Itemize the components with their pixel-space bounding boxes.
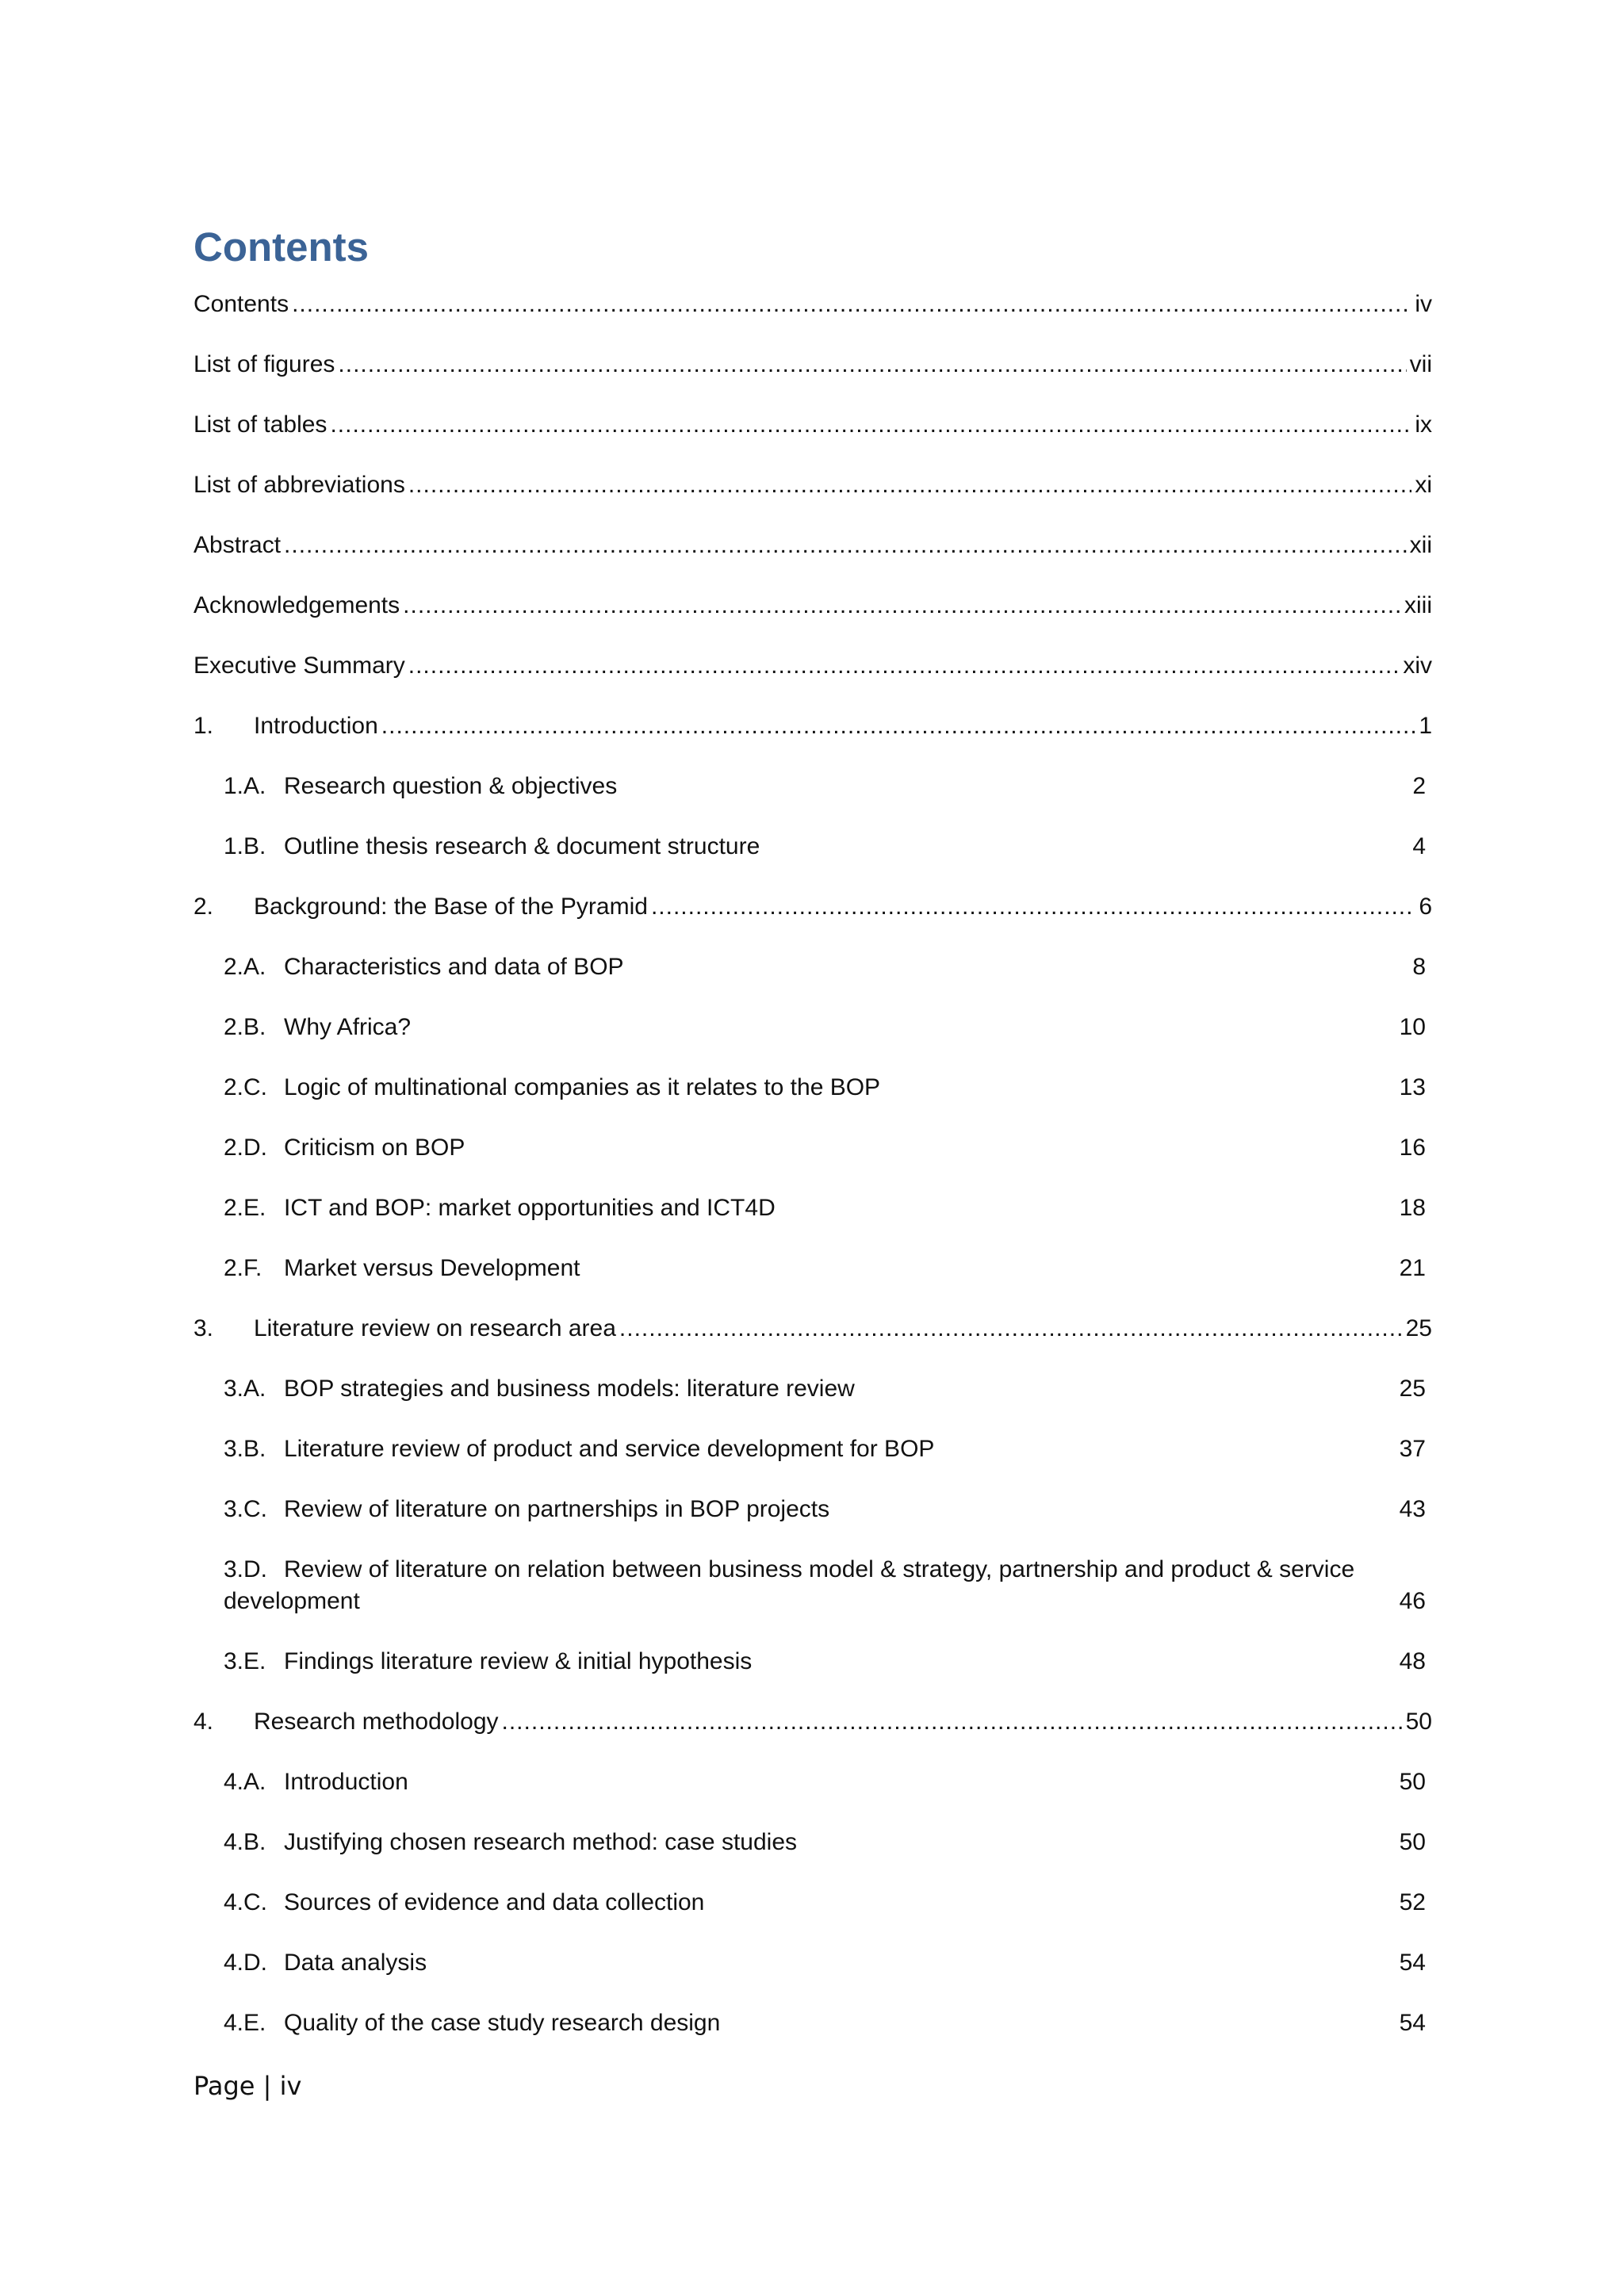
toc-page-number: xii: [1409, 532, 1432, 558]
toc-page-number: 16: [1399, 1135, 1426, 1161]
toc-page-number: 52: [1399, 1889, 1426, 1915]
toc-page-number: 43: [1399, 1496, 1426, 1522]
toc-page-number: 25: [1405, 1315, 1432, 1341]
toc-entry-number: 2.A.: [224, 954, 266, 980]
toc-entry-title: Characteristics and data of BOP: [284, 954, 624, 980]
toc-entry-number: 3.E.: [224, 1648, 266, 1674]
toc-entry-number: 3.D.: [224, 1556, 268, 1582]
toc-section-2e[interactable]: [224, 1192, 1432, 1224]
dot-leader: [651, 891, 1415, 923]
toc-entry-title: Findings literature review & initial hypothesis: [284, 1648, 753, 1674]
dot-leader: [292, 289, 1411, 320]
toc-entry-executive-summary[interactable]: [193, 650, 1432, 682]
toc-section-2b[interactable]: [224, 1012, 1432, 1043]
toc-entry-title: Justifying chosen research method: case studies: [284, 1829, 798, 1855]
toc-section-2a[interactable]: [224, 951, 1432, 983]
toc-section-2d[interactable]: [224, 1132, 1432, 1164]
toc-entry-number: 2.B.: [224, 1014, 266, 1040]
toc-section-4a[interactable]: [224, 1766, 1432, 1798]
dot-leader: [284, 530, 1407, 561]
toc-entry-title: Quality of the case study research design: [284, 2010, 721, 2036]
toc-section-1b[interactable]: [224, 831, 1432, 863]
toc-section-4e[interactable]: [224, 2007, 1432, 2039]
toc-page-number: 50: [1405, 1709, 1432, 1735]
toc-entry-title: Research question & objectives: [284, 773, 618, 799]
dot-leader: [381, 710, 1416, 742]
toc-section-3a[interactable]: [224, 1373, 1432, 1405]
contents-heading: Contents: [193, 224, 369, 270]
page-footer: Page | iv: [193, 2071, 302, 2101]
toc-entry-title: BOP strategies and business models: literature review: [284, 1376, 855, 1402]
toc-section-2f[interactable]: [224, 1253, 1432, 1284]
toc-entry-title: List of figures: [193, 351, 335, 377]
toc-page-number: xiii: [1404, 592, 1432, 618]
toc-entry-number: 4.C.: [224, 1889, 268, 1915]
toc-entry-number: 1.A.: [224, 773, 266, 799]
toc-page-number: xi: [1415, 472, 1432, 498]
toc-entry-title: Sources of evidence and data collection: [284, 1889, 705, 1915]
dot-leader: [502, 1706, 1403, 1738]
toc-entry-number: 4.D.: [224, 1950, 268, 1976]
toc-entry-title: Data analysis: [284, 1950, 427, 1976]
toc-page-number: 25: [1399, 1376, 1426, 1402]
toc-entry-number: 2.C.: [224, 1074, 268, 1100]
toc-section-4c[interactable]: [224, 1887, 1432, 1919]
toc-page-number: 37: [1399, 1436, 1426, 1462]
toc-page-number: 54: [1399, 1950, 1426, 1976]
toc-entry-number: 1.B.: [224, 833, 266, 859]
toc-page-number: 4: [1412, 833, 1426, 859]
dot-leader: [408, 469, 1412, 501]
dot-leader: [619, 1313, 1403, 1345]
toc-section-2c[interactable]: [224, 1072, 1432, 1104]
toc-page-number: 8: [1412, 954, 1426, 980]
toc-entry-number: 1.: [193, 713, 214, 739]
toc-entry-title: Abstract: [193, 532, 282, 558]
toc-entry-list-of-abbreviations[interactable]: [193, 469, 1432, 501]
toc-entry-number: 4.E.: [224, 2010, 266, 2036]
toc-entry-title: [224, 1554, 1397, 1617]
toc-entry-title: Introduction: [284, 1769, 408, 1795]
toc-entry-number: 3.: [193, 1315, 214, 1341]
toc-page-number: 2: [1412, 773, 1426, 799]
toc-entry-title: Research methodology: [254, 1709, 499, 1735]
toc-page-number: xiv: [1403, 652, 1432, 679]
toc-section-4b[interactable]: [224, 1827, 1432, 1858]
toc-section-4d[interactable]: [224, 1947, 1432, 1979]
toc-entry-title: Criticism on BOP: [284, 1135, 465, 1161]
toc-entry-contents[interactable]: [193, 289, 1432, 320]
toc-page-number: 18: [1399, 1195, 1426, 1221]
toc-entry-title: Acknowledgements: [193, 592, 400, 618]
toc-entry-number: 2.E.: [224, 1195, 266, 1221]
toc-page-number: ix: [1415, 411, 1432, 438]
dot-leader: [408, 650, 1400, 682]
toc-entry-title: Literature review on research area: [254, 1315, 616, 1341]
toc-entry-number: 2.F.: [224, 1255, 262, 1281]
toc-page-number: 54: [1399, 2010, 1426, 2036]
toc-entry-title: ICT and BOP: market opportunities and ICT4D: [284, 1195, 776, 1221]
toc-entry-title: Outline thesis research & document structure: [284, 833, 760, 859]
toc-entry-acknowledgements[interactable]: [193, 590, 1432, 622]
toc-entry-list-of-tables[interactable]: [193, 409, 1432, 441]
toc-entry-title: List of abbreviations: [193, 472, 405, 498]
dot-leader: [403, 590, 1401, 622]
toc-entry-number: 4.A.: [224, 1769, 266, 1795]
toc-page-number: 6: [1419, 894, 1432, 920]
toc-entry-abstract[interactable]: [193, 530, 1432, 561]
toc-entry-number: 3.C.: [224, 1496, 268, 1522]
toc-chapter-4[interactable]: [193, 1706, 1432, 1738]
toc-entry-title: Introduction: [254, 713, 378, 739]
toc-entry-title: List of tables: [193, 411, 327, 438]
toc-page-number: 50: [1399, 1829, 1426, 1855]
toc-chapter-2[interactable]: [193, 891, 1432, 923]
toc-page-number: 46: [1399, 1588, 1426, 1614]
toc-entry-title: Executive Summary: [193, 652, 405, 679]
toc-entry-title: Literature review of product and service development for BOP: [284, 1436, 935, 1462]
toc-entry-title: Logic of multinational companies as it relates to the BOP: [284, 1074, 881, 1100]
toc-entry-number: 2.: [193, 894, 214, 920]
toc-page-number: 50: [1399, 1769, 1426, 1795]
toc-page-number: 21: [1399, 1255, 1426, 1281]
toc-page-number: 13: [1399, 1074, 1426, 1100]
toc-chapter-1[interactable]: [193, 710, 1432, 742]
toc-entry-title-text: Review of literature on relation between business model & strategy, partnership and product & service development: [224, 1556, 1355, 1614]
toc-section-3c[interactable]: [224, 1494, 1432, 1525]
toc-entry-title: Background: the Base of the Pyramid: [254, 894, 648, 920]
toc-entry-title: Why Africa?: [284, 1014, 412, 1040]
toc-section-3d[interactable]: [224, 1554, 1432, 1617]
toc-entry-title: Market versus Development: [284, 1255, 580, 1281]
toc-page-number: 48: [1399, 1648, 1426, 1674]
toc-page-number: 10: [1399, 1014, 1426, 1040]
toc-page-number: 1: [1419, 713, 1432, 739]
toc-entry-number: 4.B.: [224, 1829, 266, 1855]
toc-entry-number: 3.B.: [224, 1436, 266, 1462]
toc-section-3e[interactable]: [224, 1646, 1432, 1678]
toc-entry-title: Review of literature on partnerships in BOP projects: [284, 1496, 830, 1522]
toc-chapter-3[interactable]: [193, 1313, 1432, 1345]
toc-entry-number: 3.A.: [224, 1376, 266, 1402]
toc-entry-title: Contents: [193, 291, 289, 317]
dot-leader: [330, 409, 1411, 441]
toc-page-number: iv: [1415, 291, 1432, 317]
toc-section-1a[interactable]: [224, 771, 1432, 802]
toc-page-number: vii: [1409, 351, 1432, 377]
toc-entry-number: 2.D.: [224, 1135, 268, 1161]
dot-leader: [338, 349, 1406, 381]
toc-entry-list-of-figures[interactable]: [193, 349, 1432, 381]
toc-entry-number: 4.: [193, 1709, 214, 1735]
toc-section-3b[interactable]: [224, 1433, 1432, 1465]
